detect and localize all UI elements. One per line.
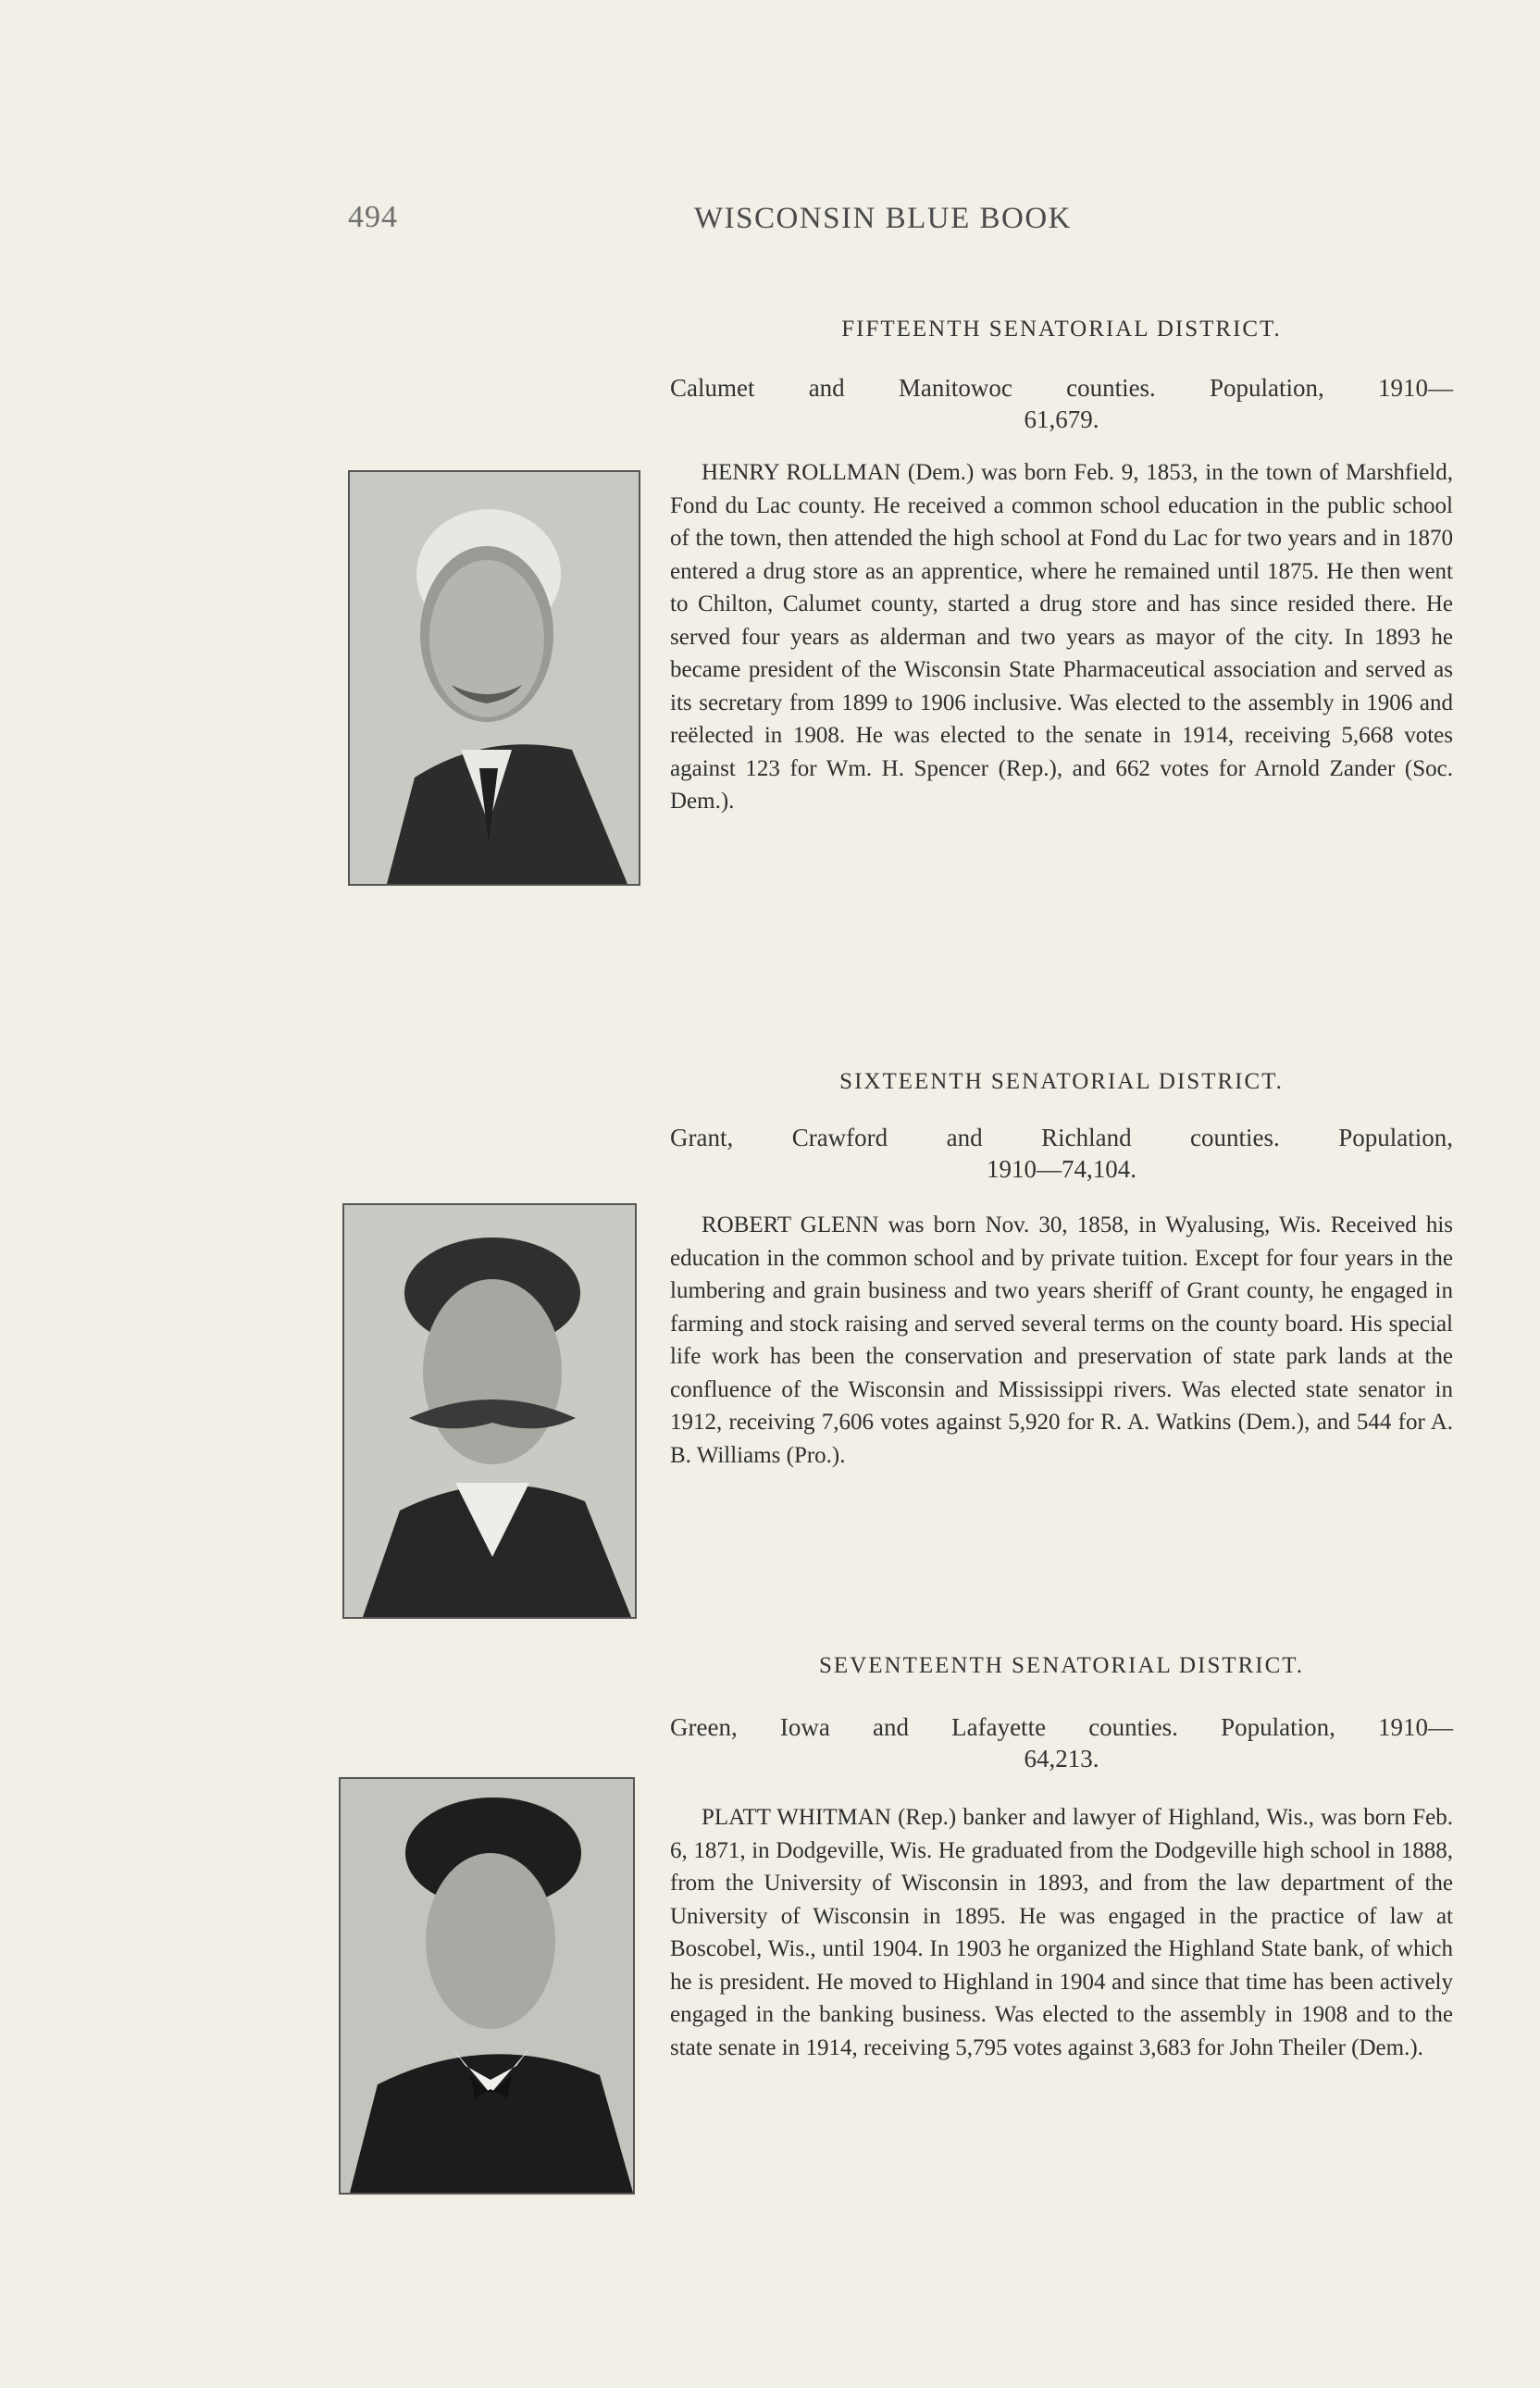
population-line: 64,213. [1024,1745,1099,1772]
district-title-seventeenth: SEVENTEENTH SENATORIAL DISTRICT. [819,1653,1304,1678]
district-counties-sixteenth [670,1122,1453,1185]
biography-henry-rollman: HENRY ROLLMAN (Dem.) was born Feb. 9, 1853, in the town of Marshfield, Fond du Lac county. He received a common school education in the public school of the town, then attended the high school at Fond du Lac for two years and in 1870 entered a drug store as an apprentice, where he remained until 1875. He then went to Chilton, Calumet county, started a drug store and has since resided there. He served four years as alderman and two years as mayor of the city. In 1893 he became president of the Wisconsin State Pharmaceutical association and served as its secretary from 1899 to 1906 inclusive. Was elected to the assembly in 1906 and reëlected in 1908. He was elected to the senate in 1914, receiving 5,668 votes against 123 for Wm. H. Spencer (Rep.), and 662 votes for Arnold Zander (Soc. Dem.). [670,460,1453,814]
portrait-robert-glenn [342,1203,637,1619]
running-title: WISCONSIN BLUE BOOK [694,202,1072,235]
population-line: 1910—74,104. [987,1155,1136,1183]
population-line: 61,679. [1024,405,1099,433]
district-title-sixteenth: SIXTEENTH SENATORIAL DISTRICT. [839,1069,1284,1094]
portrait-platt-whitman [339,1777,635,2195]
counties-line: Calumet and Manitowoc counties. Population, 1910— [670,374,1453,402]
portrait-image [344,1205,635,1617]
district-counties-fifteenth [670,372,1453,435]
counties-line: Green, Iowa and Lafayette counties. Population, 1910— [670,1713,1453,1741]
portrait-image [350,472,639,884]
biography-platt-whitman: PLATT WHITMAN (Rep.) banker and lawyer of Highland, Wis., was born Feb. 6, 1871, in Dodgeville, Wis. He graduated from the Dodgeville high school in 1888, from the University of Wisconsin in 1893, and from the law department of the University of Wisconsin in 1895. He was engaged in the practice of law at Boscobel, Wis., until 1904. In 1903 he organized the Highland State bank, of which he is president. He moved to Highland in 1904 and since that time has been actively engaged in the banking business. Was elected to the assembly in 1908 and to the state senate in 1914, receiving 5,795 votes against 3,683 for John Theiler (Dem.). [670,1805,1453,2060]
district-counties-seventeenth [670,1711,1453,1774]
page-number: 494 [348,200,398,234]
portrait-henry-rollman [348,470,640,886]
counties-line: Grant, Crawford and Richland counties. Population, [670,1124,1453,1151]
portrait-image [341,1779,633,2193]
biography-robert-glenn: ROBERT GLENN was born Nov. 30, 1858, in Wyalusing, Wis. Received his education in the common school and by private tuition. Except for four years in the lumbering and grain business and two years sheriff of Grant county, he engaged in farming and stock raising and served several terms on the county board. His special life work has been the conservation and preservation of state park lands at the confluence of the Wisconsin and Mississippi rivers. Was elected state senator in 1912, receiving 7,606 votes against 5,920 for R. A. Watkins (Dem.), and 544 for A. B. Williams (Pro.). [670,1213,1453,1468]
district-title-fifteenth: FIFTEENTH SENATORIAL DISTRICT. [841,317,1282,342]
